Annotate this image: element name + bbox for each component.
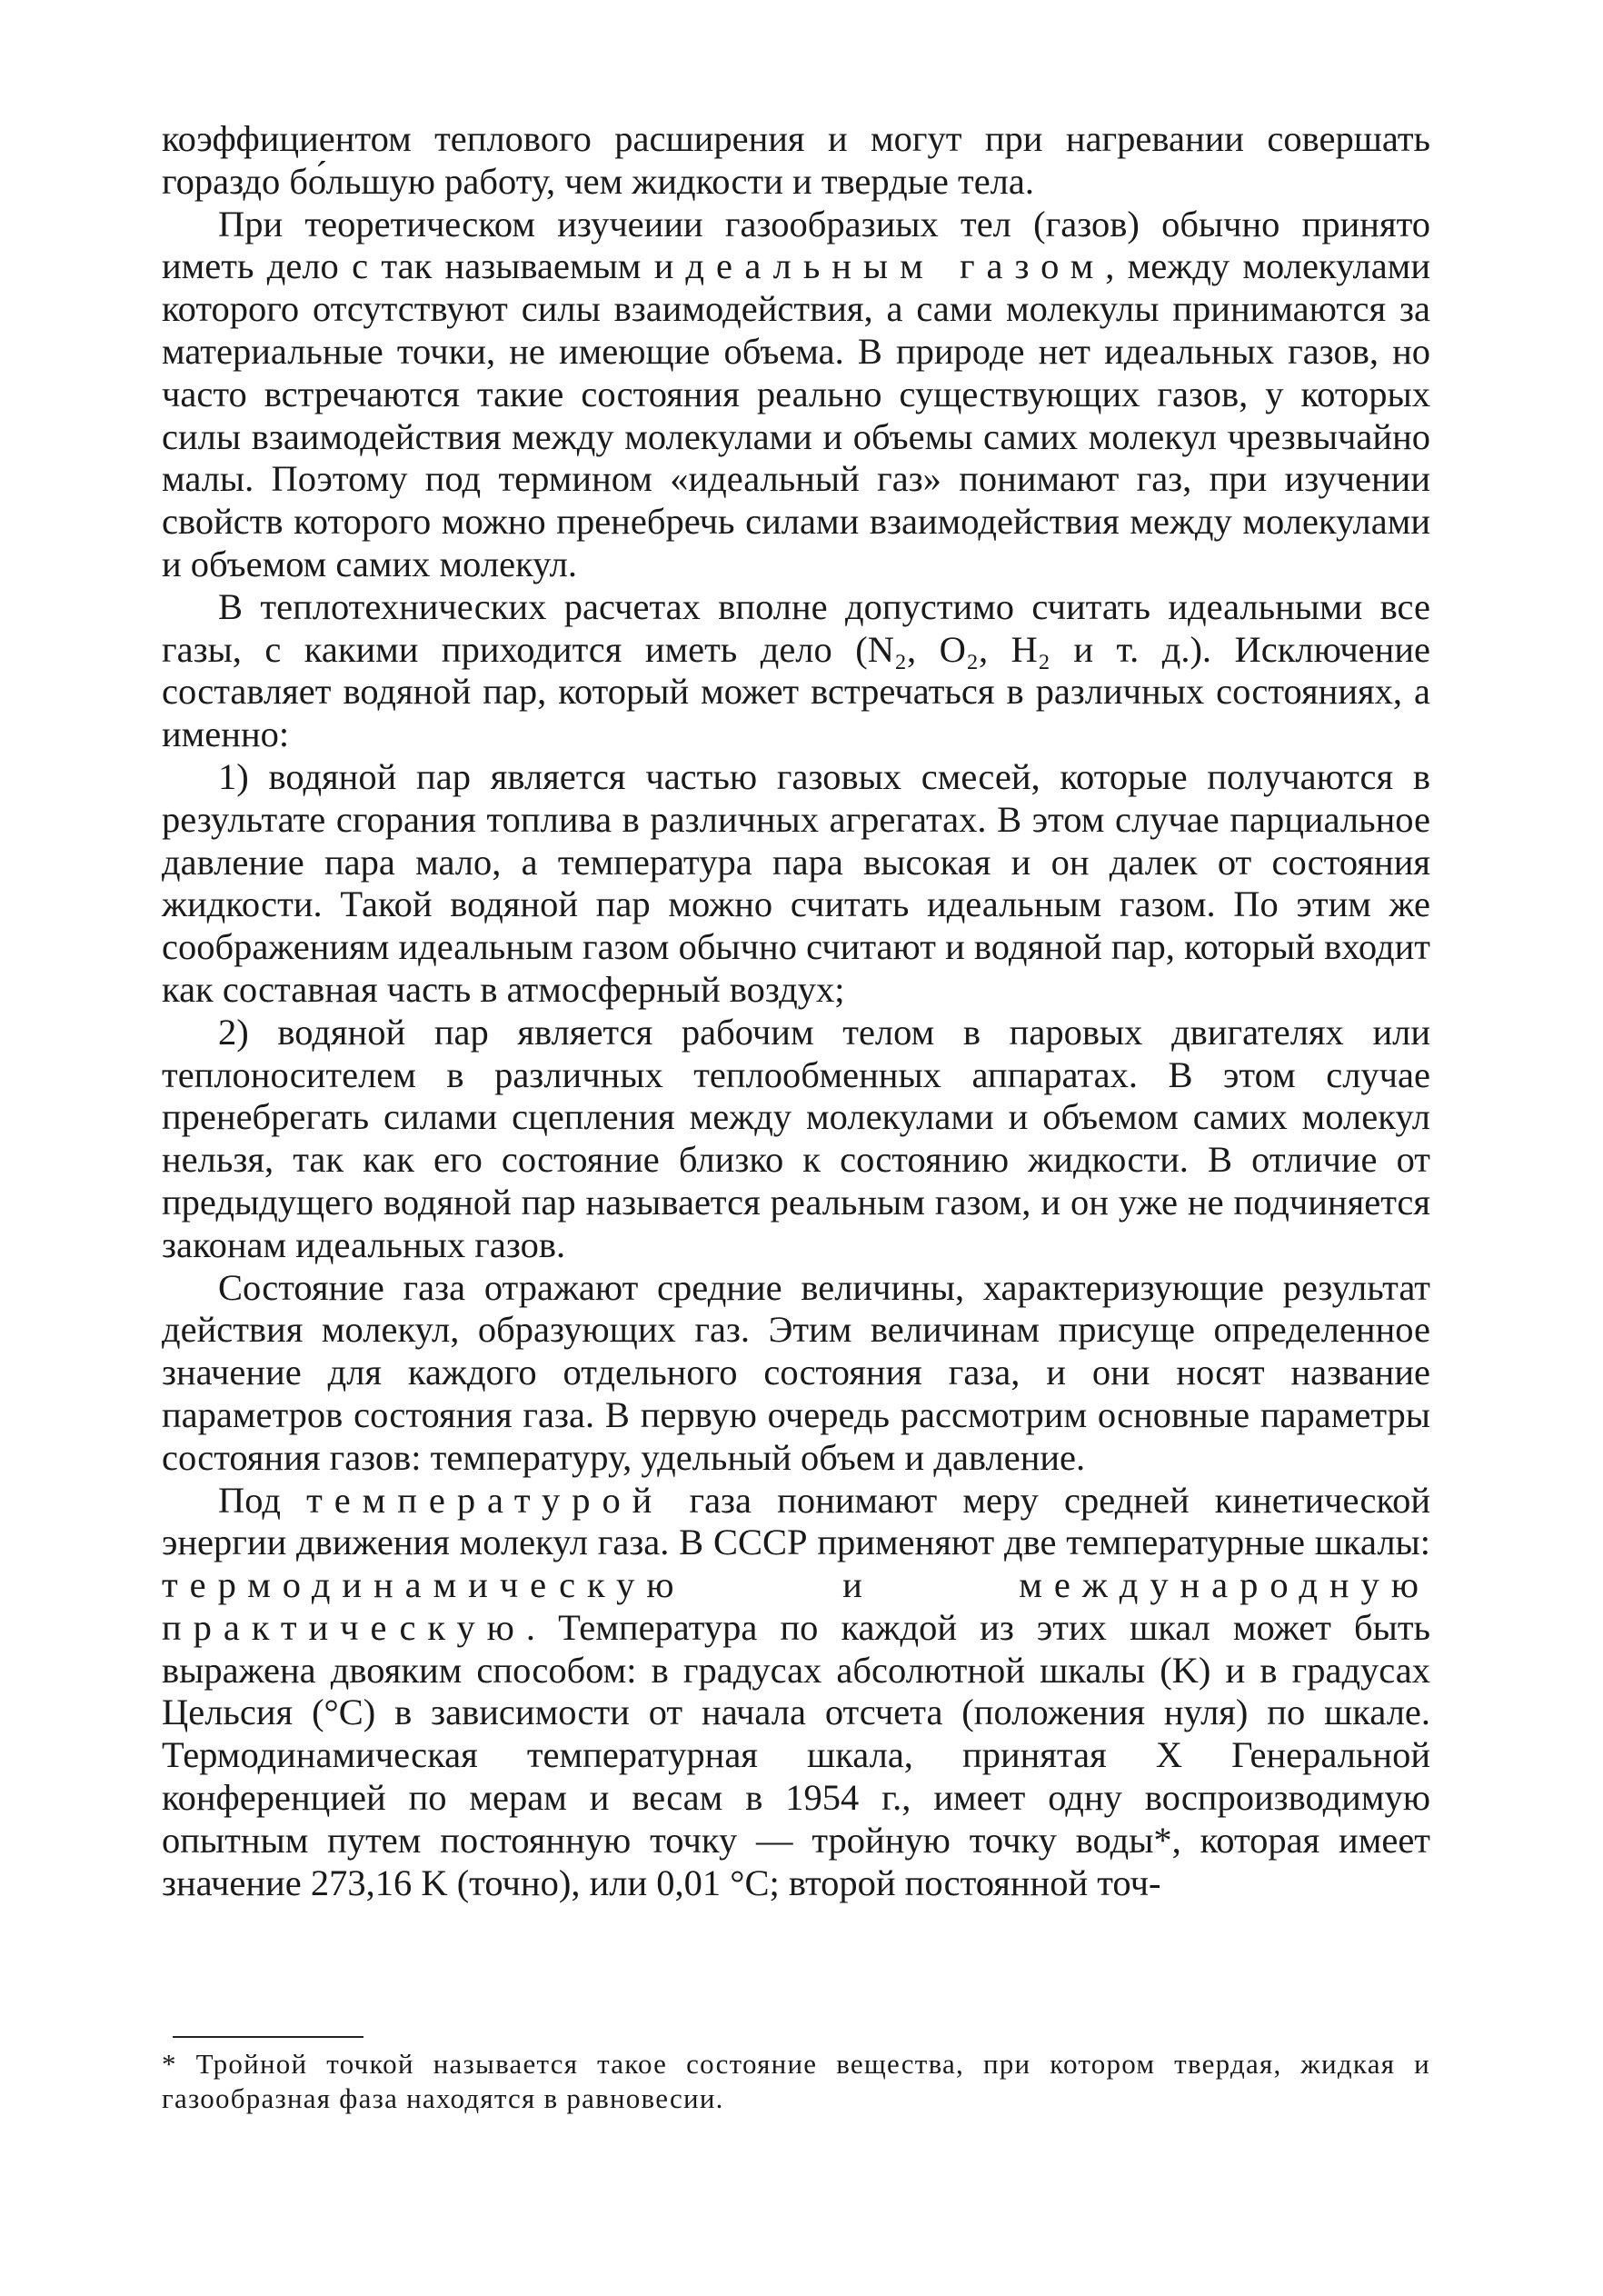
term-thermodynamic: термодинамическую <box>162 1564 686 1606</box>
paragraph-5-text-b: газа понимают меру средней кинетической энергии движения молекул газа. В СССР применяют две температурные шкалы: <box>162 1479 1431 1563</box>
footnote-divider <box>173 2036 363 2038</box>
paragraph-1: коэффициентом теплового расширения и могут при нагревании совершать гораздо бо́льшую работу, чем жидкости и твердые тела. <box>162 118 1430 202</box>
term-temperature: температурой <box>306 1479 664 1521</box>
paragraph-4: Состояние газа отражают средние величины, характеризующие результат действия молекул, образующих газ. Этим величинам присуще определенное значение для каждого отдельного состояния газа, и они носят название параметров состояния газа. В первую очередь рассмотрим основные параметры состояния газов: температуру, удельный объем и давление. <box>162 1266 1430 1478</box>
term-international-practical: международную практическую <box>162 1564 1430 1648</box>
list-item-2: 2) водяной пар является рабочим телом в паровых двигателях или теплоносителем в различных теплообменных аппаратах. В этом случае пренебрегать силами сцепления между молекулами и объемом самих молекул нельзя, так как его состояние близко к состоянию жидкости. В отличие от предыдущего водяной пар называется реальным газом, и он уже не подчиняется законам идеальных газов. <box>162 1011 1430 1265</box>
term-ideal-gas: идеальным газом <box>653 245 1106 287</box>
page-body <box>162 118 1430 1904</box>
paragraph-5-text-a: Под <box>218 1479 307 1521</box>
paragraph-2-text-a: При теоретическом изучеиии газообразиых тел (газов) обычно принято иметь дело с так называемым <box>162 203 1430 287</box>
paragraph-2-text-b: , между молекулами которого отсутствуют силы взаимодействия, а сами молекулы принимаются за материальные точки, не имеющие объема. В природе нет идеальных газов, но часто встречаются такие состояния реально существующих газов, у которых силы взаимодействия между молекулами и объемы самих молекул чрезвычайно малы. Поэтому под термином «идеальный газ» понимают газ, при изучении свойств которого можно пренебречь силами взаимодействия между молекулами и объемом самих молекул. <box>162 245 1430 584</box>
paragraph-3: В теплотехнических расчетах вполне допустимо считать идеальными все газы, с какими приходится иметь дело (N₂, O₂, H₂ и т. д.). Исключение составляет водяной пар, который может встречаться в различных состояниях, а именно: <box>162 585 1430 755</box>
list-item-1: 1) водяной пар является частью газовых смесей, которые получаются в результате сгорания топлива в различных агрегатах. В этом случае парциальное давление пара мало, а температура пара высокая и он далек от состояния жидкости. Такой водяной пар можно считать идеальным газом. По этим же соображениям идеальным газом обычно считают и водяной пар, который входит как составная часть в атмосферный воздух; <box>162 755 1430 1010</box>
footnote: * Тройной точкой называется такое состояние вещества, при котором твердая, жидкая и газообразная фаза находятся в равновесии. <box>162 2048 1430 2114</box>
paragraph-5 <box>162 1480 1430 1905</box>
paragraph-2 <box>162 204 1430 586</box>
paragraph-5-text-d: . Температура по каждой из этих шкал может быть выражена двояким способом: в градусах абсолютной шкалы (K) и в градусах Цельсия (°C) в зависимости от начала отсчета (положения нуля) по шкале. Термодинамическая температурная шкала, принятая X Генеральной конференцией по мерам и весам в 1954 г., имеет одну воспроизводимую опытным путем постоянную точку — тройную точку воды*, которая имеет значение 273,16 K (точно), или 0,01 °C; второй постоянной точ- <box>162 1606 1430 1903</box>
paragraph-5-text-c: и <box>685 1564 1020 1606</box>
